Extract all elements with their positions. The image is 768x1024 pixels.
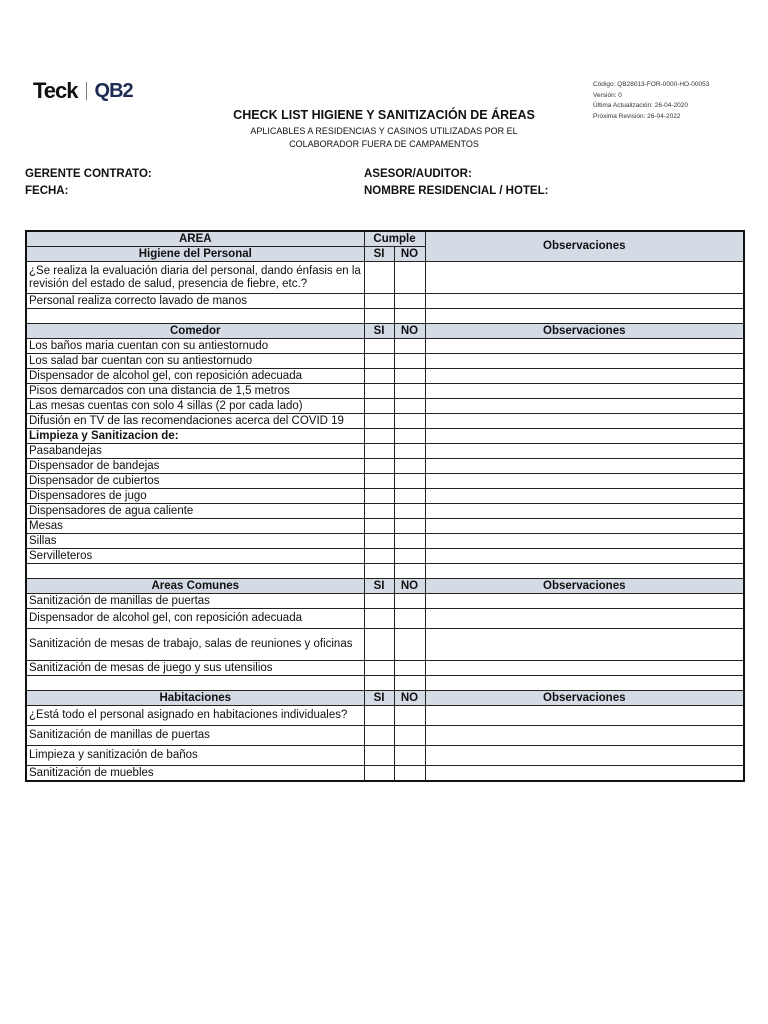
table-header-row [26, 231, 744, 247]
row-label: Limpieza y sanitización de baños [26, 746, 364, 766]
section-title-higiene: Higiene del Personal [26, 247, 364, 262]
no-checkbox-cell[interactable] [394, 489, 425, 504]
observaciones-cell[interactable] [425, 262, 744, 294]
observaciones-cell[interactable] [425, 519, 744, 534]
checklist-table [25, 230, 745, 782]
observaciones-header: Observaciones [425, 231, 744, 262]
observaciones-cell[interactable] [425, 339, 744, 354]
no-checkbox-cell[interactable] [394, 399, 425, 414]
si-checkbox-cell[interactable] [364, 746, 394, 766]
table-row [26, 459, 744, 474]
empty-row [26, 564, 744, 579]
si-checkbox-cell[interactable] [364, 766, 394, 782]
table-row [26, 519, 744, 534]
row-label: Los salad bar cuentan con su antiestornudo [26, 354, 364, 369]
no-checkbox-cell[interactable] [394, 766, 425, 782]
table-row [26, 354, 744, 369]
no-checkbox-cell[interactable] [394, 746, 425, 766]
si-checkbox-cell[interactable] [364, 262, 394, 294]
row-label: Pasabandejas [26, 444, 364, 459]
observaciones-cell[interactable] [425, 629, 744, 661]
row-label: Dispensadores de jugo [26, 489, 364, 504]
si-checkbox-cell[interactable] [364, 706, 394, 726]
no-checkbox-cell[interactable] [394, 726, 425, 746]
observaciones-cell[interactable] [425, 661, 744, 676]
no-checkbox-cell[interactable] [394, 594, 425, 609]
row-label: Dispensador de cubiertos [26, 474, 364, 489]
si-checkbox-cell[interactable] [364, 609, 394, 629]
no-header: NO [394, 579, 425, 594]
row-label: Sanitización de mesas de juego y sus utensilios [26, 661, 364, 676]
cumple-header: Cumple [364, 231, 425, 247]
si-checkbox-cell[interactable] [364, 549, 394, 564]
no-header: NO [394, 324, 425, 339]
observaciones-cell[interactable] [425, 399, 744, 414]
table-row [26, 504, 744, 519]
gerente-contrato-label: GERENTE CONTRATO: [25, 168, 152, 180]
empty-row [26, 309, 744, 324]
area-header: AREA [26, 231, 364, 247]
empty-row [26, 676, 744, 691]
observaciones-cell[interactable] [425, 414, 744, 429]
no-checkbox-cell[interactable] [394, 629, 425, 661]
page-subtitle-1: APLICABLES A RESIDENCIAS Y CASINOS UTILIZADAS POR EL [250, 126, 518, 136]
table-row [26, 609, 744, 629]
no-header: NO [394, 691, 425, 706]
observaciones-cell[interactable] [425, 444, 744, 459]
row-label: Los baños maria cuentan con su antiestornudo [26, 339, 364, 354]
table-row [26, 369, 744, 384]
no-checkbox-cell[interactable] [394, 459, 425, 474]
table-row [26, 766, 744, 782]
observaciones-cell[interactable] [425, 766, 744, 782]
row-label: ¿Está todo el personal asignado en habitaciones individuales? [26, 706, 364, 726]
meta-actualizacion: Última Actualización: 26-04-2020 [593, 102, 689, 109]
table-row [26, 262, 744, 294]
observaciones-cell[interactable] [425, 594, 744, 609]
si-checkbox-cell[interactable] [364, 354, 394, 369]
row-label: Sillas [26, 534, 364, 549]
si-checkbox-cell[interactable] [364, 726, 394, 746]
table-row [26, 414, 744, 429]
si-checkbox-cell[interactable] [364, 294, 394, 309]
section-header-comedor [26, 324, 744, 339]
table-row [26, 384, 744, 399]
si-checkbox-cell[interactable] [364, 489, 394, 504]
table-row [26, 339, 744, 354]
table-row [26, 429, 744, 444]
observaciones-cell[interactable] [425, 549, 744, 564]
observaciones-cell[interactable] [425, 706, 744, 726]
observaciones-header: Observaciones [425, 691, 744, 706]
si-header: SI [364, 579, 394, 594]
meta-revision: Próxima Revisión: 26-04-2022 [593, 112, 681, 120]
row-label: ¿Se realiza la evaluación diaria del personal, dando énfasis en la revisión del estado de salud, presencia de fiebre, etc.? [26, 262, 364, 294]
si-checkbox-cell[interactable] [364, 414, 394, 429]
table-row [26, 489, 744, 504]
si-checkbox-cell[interactable] [364, 474, 394, 489]
row-label: Dispensador de alcohol gel, con reposición adecuada [26, 369, 364, 384]
si-checkbox-cell[interactable] [364, 339, 394, 354]
no-checkbox-cell[interactable] [394, 339, 425, 354]
observaciones-cell[interactable] [425, 369, 744, 384]
no-checkbox-cell[interactable] [394, 504, 425, 519]
observaciones-cell[interactable] [425, 294, 744, 309]
no-checkbox-cell[interactable] [394, 414, 425, 429]
observaciones-cell[interactable] [425, 459, 744, 474]
row-label: Pisos demarcados con una distancia de 1,5 metros [26, 384, 364, 399]
observaciones-cell[interactable] [425, 609, 744, 629]
table-row [26, 629, 744, 661]
no-checkbox-cell[interactable] [394, 474, 425, 489]
table-row [26, 399, 744, 414]
no-checkbox-cell[interactable] [394, 661, 425, 676]
row-label: Las mesas cuentas con solo 4 sillas (2 por cada lado) [26, 399, 364, 414]
observaciones-cell[interactable] [425, 384, 744, 399]
si-checkbox-cell[interactable] [364, 459, 394, 474]
meta-version: Versión: 0 [593, 91, 622, 99]
row-label: Sanitización de muebles [26, 766, 364, 782]
row-label: Dispensador de bandejas [26, 459, 364, 474]
observaciones-header: Observaciones [425, 324, 744, 339]
observaciones-cell[interactable] [425, 474, 744, 489]
si-checkbox-cell[interactable] [364, 594, 394, 609]
observaciones-cell[interactable] [425, 746, 744, 766]
row-label: Dispensadores de agua caliente [26, 504, 364, 519]
section-title-comedor: Comedor [26, 324, 364, 339]
si-checkbox-cell[interactable] [364, 444, 394, 459]
no-checkbox-cell[interactable] [394, 609, 425, 629]
table-row [26, 661, 744, 676]
si-checkbox-cell[interactable] [364, 369, 394, 384]
table-row [26, 534, 744, 549]
si-header: SI [364, 324, 394, 339]
row-label: Sanitización de manillas de puertas [26, 726, 364, 746]
no-checkbox-cell[interactable] [394, 519, 425, 534]
logo-teck: Teck [33, 78, 78, 103]
section-title-areas-comunes: Areas Comunes [26, 579, 364, 594]
no-checkbox-cell[interactable] [394, 369, 425, 384]
row-label: Mesas [26, 519, 364, 534]
asesor-auditor-label: ASESOR/AUDITOR: [364, 168, 472, 180]
no-checkbox-cell[interactable] [394, 262, 425, 294]
table-row [26, 294, 744, 309]
section-header-habitaciones [26, 691, 744, 706]
page-subtitle-2: COLABORADOR FUERA DE CAMPAMENTOS [289, 139, 479, 149]
si-checkbox-cell[interactable] [364, 384, 394, 399]
section-header-areas-comunes [26, 579, 744, 594]
section-title-habitaciones: Habitaciones [26, 691, 364, 706]
observaciones-cell[interactable] [425, 489, 744, 504]
row-subheading: Limpieza y Sanitizacion de: [26, 429, 364, 444]
row-label: Dispensador de alcohol gel, con reposición adecuada [26, 609, 364, 629]
table-row [26, 726, 744, 746]
observaciones-header: Observaciones [425, 579, 744, 594]
si-checkbox-cell[interactable] [364, 399, 394, 414]
company-logo [33, 78, 133, 104]
si-checkbox-cell[interactable] [364, 519, 394, 534]
nombre-residencial-label: NOMBRE RESIDENCIAL / HOTEL: [364, 185, 549, 197]
observaciones-cell[interactable] [425, 354, 744, 369]
no-checkbox-cell[interactable] [394, 444, 425, 459]
observaciones-cell[interactable] [425, 726, 744, 746]
table-row [26, 549, 744, 564]
fecha-label: FECHA: [25, 185, 69, 197]
logo-qb2: QB2 [94, 79, 133, 102]
row-label: Sanitización de manillas de puertas [26, 594, 364, 609]
si-header: SI [364, 247, 394, 262]
observaciones-cell[interactable] [425, 504, 744, 519]
table-row [26, 444, 744, 459]
table-row [26, 706, 744, 726]
no-checkbox-cell[interactable] [394, 706, 425, 726]
table-row [26, 746, 744, 766]
no-checkbox-cell[interactable] [394, 384, 425, 399]
si-checkbox-cell[interactable] [364, 629, 394, 661]
logo-separator [86, 82, 87, 100]
no-checkbox-cell[interactable] [394, 294, 425, 309]
row-label: Personal realiza correcto lavado de manos [26, 294, 364, 309]
table-row [26, 474, 744, 489]
meta-codigo: Código: QB28013-FOR-0000-HO-00053 [593, 81, 710, 88]
observaciones-cell[interactable] [425, 534, 744, 549]
si-checkbox-cell[interactable] [364, 661, 394, 676]
row-label: Difusión en TV de las recomendaciones acerca del COVID 19 [26, 414, 364, 429]
row-label: Sanitización de mesas de trabajo, salas de reuniones y oficinas [26, 629, 364, 661]
row-label: Servilleteros [26, 549, 364, 564]
no-checkbox-cell[interactable] [394, 534, 425, 549]
page-title: CHECK LIST HIGIENE Y SANITIZACIÓN DE ÁREAS [233, 108, 535, 122]
si-header: SI [364, 691, 394, 706]
no-checkbox-cell[interactable] [394, 549, 425, 564]
table-row [26, 594, 744, 609]
no-checkbox-cell[interactable] [394, 354, 425, 369]
si-checkbox-cell[interactable] [364, 504, 394, 519]
no-header: NO [394, 247, 425, 262]
si-checkbox-cell[interactable] [364, 534, 394, 549]
